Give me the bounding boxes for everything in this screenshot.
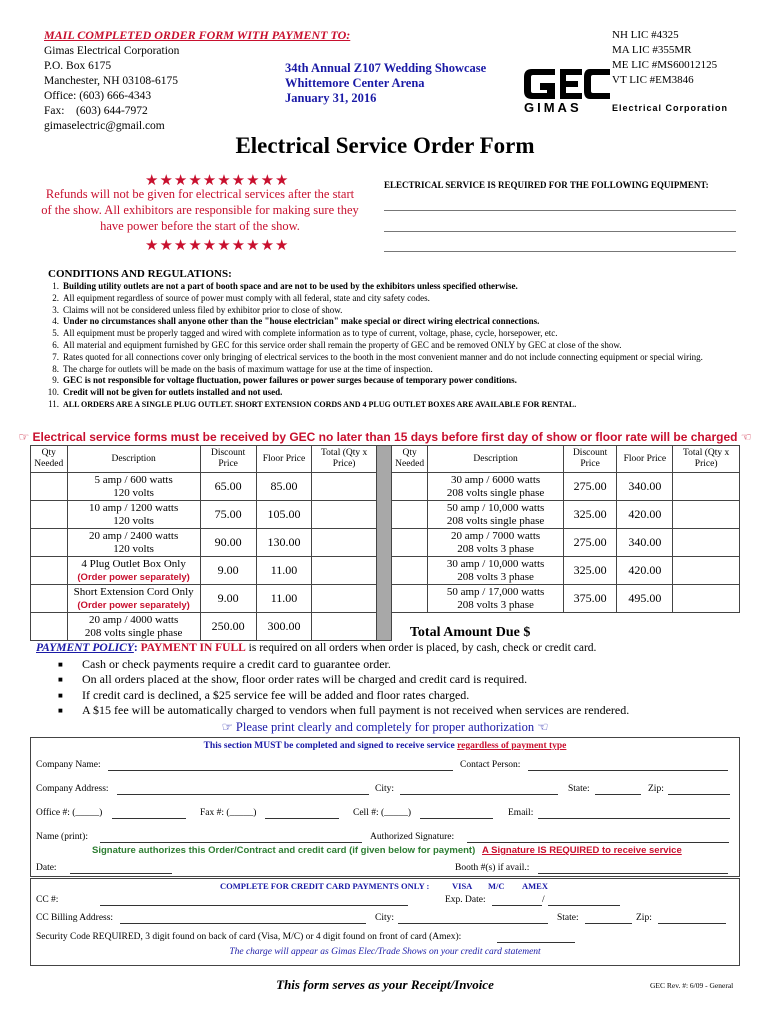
email-label: Email: — [508, 808, 534, 818]
event-name: 34th Annual Z107 Wedding Showcase — [285, 61, 487, 75]
fax-number: Fax: (603) 644-7972 — [44, 105, 148, 117]
table-row: 20 amp / 2400 watts 120 volts 90.00 130.00 20 amp / 7000 watts 208 volts 3 phase 275.00 340.00 — [31, 529, 740, 557]
visa-option[interactable]: VISA — [452, 881, 473, 891]
logo-gimas: GIMAS — [524, 100, 582, 114]
city-field[interactable] — [400, 794, 558, 795]
bullet-square-icon: ■ — [58, 705, 63, 715]
table-row: 4 Plug Outlet Box Only (Order power separately) 9.00 11.00 30 amp / 10,000 watts 208 volts 3 phase 325.00 420.00 — [31, 557, 740, 585]
po-box: P.O. Box 6175 — [44, 60, 112, 72]
name-print-label: Name (print): — [36, 832, 88, 842]
billing-state-label: State: — [557, 913, 579, 923]
print-clearly-note: ☞ Please print clearly and completely for proper authorization ☜ — [221, 720, 549, 734]
list-item: ■ Cash or check payments require a credit card to guarantee order. — [58, 657, 391, 671]
pointing-hand-right-icon: ☞ — [221, 720, 236, 734]
list-item: ■ If credit card is declined, a $25 service fee will be added and floor rates charged. — [58, 687, 470, 702]
required-equipment-label: ELECTRICAL SERVICE IS REQUIRED FOR THE FOLLOWING EQUIPMENT: — [384, 180, 709, 190]
cell-label: Cell #: (_____) — [353, 808, 412, 818]
condition-item: 8. The charge for outlets will be made on the basis of maximum wattage for use at the time of inspection. — [52, 363, 433, 374]
pointing-hand-left-icon: ☜ — [737, 430, 752, 444]
deadline-notice: ☞ Electrical service forms must be received by GEC no later than 15 days before first day of show or floor rate will be charged ☜ — [18, 430, 752, 444]
signature-authorizes-note: Signature authorizes this Order/Contract and credit card (if given below for payment) — [92, 845, 476, 856]
service-price-table — [30, 445, 740, 641]
page-title: Electrical Service Order Form — [235, 133, 535, 158]
date-label: Date: — [36, 863, 57, 873]
table-header-row — [31, 446, 740, 473]
billing-state-field[interactable] — [585, 923, 632, 924]
cc-number-label: CC #: — [36, 895, 59, 905]
billing-zip-field[interactable] — [658, 923, 726, 924]
event-venue: Whittemore Center Arena — [285, 76, 425, 90]
conditions-title: CONDITIONS AND REGULATIONS: — [48, 268, 232, 280]
qty-cell[interactable] — [391, 557, 428, 585]
condition-item: 4. Under no circumstances shall anyone other than the "house electrician" make special or direct wiring electrical connections. — [52, 316, 540, 327]
table-row: 5 amp / 600 watts 120 volts 65.00 85.00 30 amp / 6000 watts 208 volts single phase 275.00 340.00 — [31, 473, 740, 501]
total-header: Total (Qty x Price) — [312, 446, 376, 473]
state-label: State: — [568, 784, 590, 794]
security-code-field[interactable] — [497, 942, 575, 943]
qty-header: Qty Needed — [31, 446, 68, 473]
qty-header: Qty Needed — [391, 446, 428, 473]
condition-item: 1. Building utility outlets are not a part of booth space and are not to be used by the exhibitors unless specified otherwise. — [52, 281, 518, 291]
total-cell[interactable] — [312, 557, 376, 585]
stars-top: ★★★★★★★★★★ — [145, 173, 290, 189]
office-label: Office #: (_____) — [36, 808, 103, 818]
equipment-line-2[interactable] — [384, 231, 736, 232]
desc-header: Description — [67, 446, 200, 473]
list-item: ■ On all orders placed at the show, floor order rates will be charged and credit card is required. — [58, 672, 528, 687]
condition-item: 9. GEC is not responsible for voltage fluctuation, power failures or power surges because of temporary power conditions. — [52, 375, 517, 386]
authorized-signature-label: Authorized Signature: — [370, 832, 455, 842]
table-row: Short Extension Cord Only (Order power separately) 9.00 11.00 50 amp / 17,000 watts 208 volts 3 phase 375.00 495.00 — [31, 585, 740, 613]
conditions-list — [36, 281, 736, 411]
fax-field[interactable] — [265, 818, 339, 819]
customer-info-section — [30, 737, 740, 877]
email-field[interactable] — [538, 818, 730, 819]
license-me: ME LIC #MS60012125 — [612, 59, 718, 71]
state-field[interactable] — [595, 794, 641, 795]
qty-cell[interactable] — [31, 501, 68, 529]
event-date: January 31, 2016 — [285, 91, 377, 105]
company-name-label: Company Name: — [36, 760, 101, 770]
payment-policy-label: PAYMENT POLICY — [36, 642, 134, 654]
cc-number-field[interactable] — [100, 905, 408, 906]
company-city: Manchester, NH 03108-6175 — [44, 75, 178, 87]
condition-item: 3. Claims will not be considered unless filed by exhibitor prior to close of show. — [52, 304, 343, 315]
total-cell[interactable] — [312, 473, 376, 501]
discount-header: Discount Price — [200, 446, 256, 473]
qty-cell[interactable] — [31, 473, 68, 501]
mc-option[interactable]: M/C — [488, 881, 505, 891]
qty-cell[interactable] — [391, 585, 428, 613]
condition-item: 6. All material and equipment furnished by GEC for this service order shall remain the property of GEC and be removed ONLY by GEC at close of the show. — [52, 339, 622, 350]
license-nh: NH LIC #4325 — [612, 29, 679, 41]
company-name: Gimas Electrical Corporation — [44, 45, 180, 57]
total-header: Total (Qty x Price) — [673, 446, 740, 473]
qty-cell[interactable] — [31, 557, 68, 585]
license-vt: VT LIC #EM3846 — [612, 74, 694, 86]
total-cell[interactable] — [312, 501, 376, 529]
billing-city-label: City: — [375, 913, 395, 923]
total-cell[interactable] — [312, 613, 376, 641]
contact-person-field[interactable] — [528, 770, 728, 771]
exp-date-label: Exp. Date: — [445, 895, 486, 905]
name-print-field[interactable] — [100, 842, 362, 843]
table-divider — [376, 446, 391, 641]
total-cell[interactable] — [312, 529, 376, 557]
condition-item: 2. All equipment regardless of source of power must comply with all federal, state and city safety codes. — [52, 292, 430, 303]
total-cell[interactable] — [673, 585, 740, 613]
company-address-field[interactable] — [117, 794, 369, 795]
payment-policy: PAYMENT POLICY: PAYMENT IN FULL is required on all orders when order is placed, by cash, check or credit card. — [36, 642, 597, 654]
receipt-note: This form serves as your Receipt/Invoice — [276, 977, 494, 992]
list-item: ■ A $15 fee will be automatically charged to vendors when full payment is not received when services are rendered. — [58, 702, 630, 717]
qty-cell[interactable] — [391, 529, 428, 557]
total-cell[interactable] — [312, 585, 376, 613]
authorized-signature-field[interactable] — [467, 842, 729, 843]
city-label: City: — [375, 784, 395, 794]
cc-only-heading: COMPLETE FOR CREDIT CARD PAYMENTS ONLY : — [220, 881, 430, 891]
company-address-block — [44, 44, 179, 134]
company-email: gimaselectric@gmail.com — [44, 120, 165, 132]
bullet-square-icon: ■ — [58, 675, 63, 685]
condition-item: 5. All equipment must be properly tagged and wired with complete information as to type of current, voltage, phase, cycle, horsepower, etc. — [52, 328, 558, 339]
company-address-label: Company Address: — [36, 784, 109, 794]
zip-field[interactable] — [668, 794, 730, 795]
qty-cell[interactable] — [31, 613, 68, 641]
gec-logo-mark — [524, 69, 610, 99]
amex-option[interactable]: AMEX — [522, 881, 548, 891]
refund-notice: Refunds will not be given for electrical services after the start of the show. All exhibitors are responsible for making sure they have power before the start of the show. — [41, 187, 359, 233]
exp-slash: / — [542, 895, 545, 905]
booth-field[interactable] — [538, 873, 728, 874]
payment-bullets — [58, 657, 629, 718]
discount-header: Discount Price — [563, 446, 617, 473]
equipment-line-3[interactable] — [384, 251, 736, 252]
desc-header: Description — [428, 446, 563, 473]
qty-cell[interactable] — [391, 501, 428, 529]
qty-cell[interactable] — [31, 529, 68, 557]
equipment-line-1[interactable] — [384, 210, 736, 211]
zip-label: Zip: — [648, 784, 664, 794]
total-amount-due[interactable]: Total Amount Due $ — [409, 624, 531, 640]
cell-field[interactable] — [420, 818, 493, 819]
signature-required-note: A Signature IS REQUIRED to receive service — [482, 845, 682, 856]
revision-number: GEC Rev. #: 6/09 - General — [650, 981, 734, 990]
pointing-hand-left-icon: ☜ — [534, 720, 549, 734]
condition-item: 7. Rates quoted for all connections cover only bringing of electrical services to the booth in the most convenient manner and do not include connecting equipment or special wiring. — [52, 351, 703, 362]
fax-label: Fax #: (_____) — [200, 808, 257, 818]
section-note: This section MUST be completed and signed to receive service regardless of payment type — [203, 741, 567, 751]
total-cell[interactable] — [673, 501, 740, 529]
event-info — [285, 61, 486, 106]
floor-header: Floor Price — [617, 446, 673, 473]
qty-cell[interactable] — [391, 473, 428, 501]
payment-policy-text: is required on all orders when order is placed, by cash, check or credit card. — [245, 642, 597, 654]
total-cell[interactable] — [673, 557, 740, 585]
company-name-field[interactable] — [108, 770, 453, 771]
pointing-hand-right-icon: ☞ — [18, 430, 33, 444]
gec-logo — [522, 64, 747, 114]
license-ma: MA LIC #355MR — [612, 44, 692, 56]
date-field[interactable] — [70, 873, 172, 874]
exp-year-field[interactable] — [548, 905, 620, 906]
billing-city-field[interactable] — [398, 923, 548, 924]
condition-item: 11. ALL ORDERS ARE A SINGLE PLUG OUTLET. SHORT EXTENSION CORDS AND 4 PLUG OUTLET BOXES ARE AVAILABLE FOR RENTAL. — [48, 398, 577, 409]
office-field[interactable] — [112, 818, 186, 819]
bullet-square-icon: ■ — [58, 690, 63, 700]
statement-note: The charge will appear as Gimas Elec/Trade Shows on your credit card statement — [229, 947, 541, 957]
payment-in-full: PAYMENT IN FULL — [140, 642, 246, 654]
logo-subtitle: Electrical Corporation — [612, 103, 729, 113]
total-cell[interactable] — [673, 529, 740, 557]
qty-cell[interactable] — [31, 585, 68, 613]
condition-item: 10. Credit will not be given for outlets installed and not used. — [47, 387, 283, 398]
mail-to-heading: MAIL COMPLETED ORDER FORM WITH PAYMENT TO: — [44, 28, 351, 42]
table-row: 10 amp / 1200 watts 120 volts 75.00 105.00 50 amp / 10,000 watts 208 volts single phase 325.00 420.00 — [31, 501, 740, 529]
total-cell[interactable] — [673, 473, 740, 501]
security-code-label: Security Code REQUIRED, 3 digit found on back of card (Visa, M/C) or 4 digit found on front of card (Amex): — [36, 932, 462, 942]
bullet-square-icon: ■ — [58, 660, 63, 669]
exp-month-field[interactable] — [492, 905, 542, 906]
stars-bottom: ★★★★★★★★★★ — [145, 238, 290, 254]
floor-header: Floor Price — [256, 446, 312, 473]
table-row: 20 amp / 4000 watts 208 volts single phase 250.00 300.00 Total Amount Due $ — [31, 613, 740, 641]
contact-person-label: Contact Person: — [460, 760, 521, 770]
office-phone: Office: (603) 666-4343 — [44, 90, 152, 102]
billing-address-label: CC Billing Address: — [36, 913, 114, 923]
billing-address-field[interactable] — [120, 923, 366, 924]
booth-label: Booth #(s) if avail.: — [455, 863, 530, 873]
billing-zip-label: Zip: — [636, 913, 652, 923]
